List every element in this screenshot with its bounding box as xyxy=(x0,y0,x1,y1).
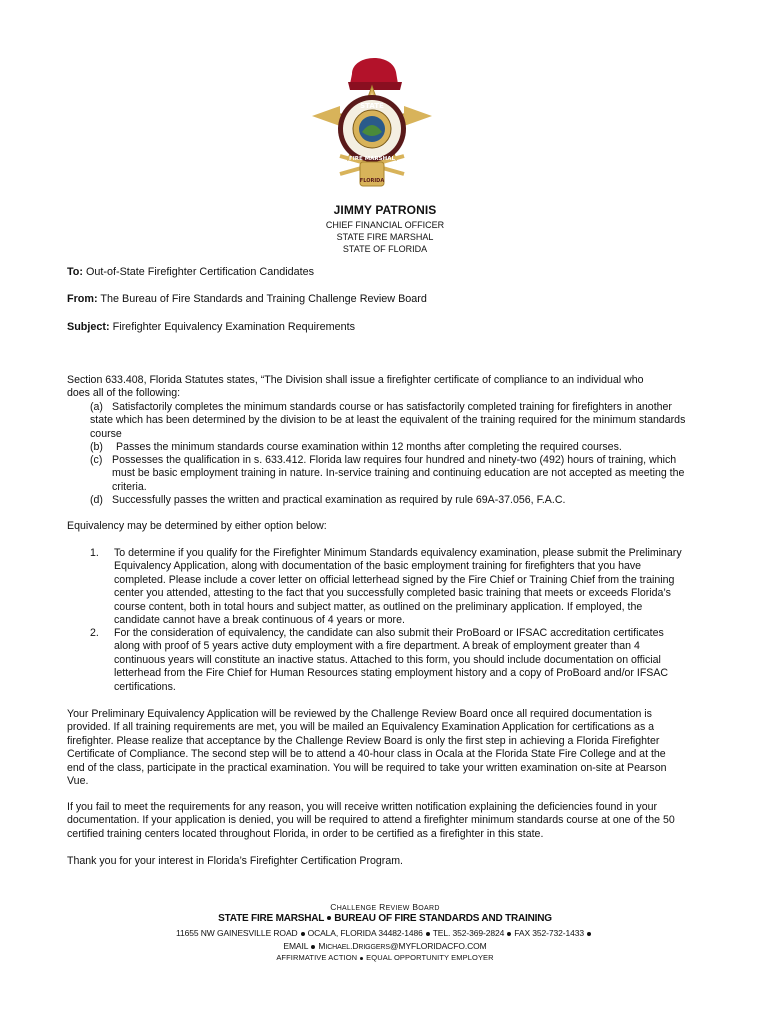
option-text-2: For the consideration of equivalency, the candidate can also submit their ProBoard or IFSAC accreditation certificates along with proof of 5 years active duty employment with a fire department. A break of employment greater than 4 continuous years will constitute an inactive status. Attached to this form, you should include documentation on official letterhead from the Fire Chief for Human Resources stating employment history and a copy of ProBoard and/or IFSAC certifications. xyxy=(114,627,669,693)
statute-text-a: Satisfactorily completes the minimum standards course or has satisfactorily completed training for firefighters in another state which has been determined by the division to be at least the equivalent of the training required for the minimum standards course xyxy=(90,401,686,440)
seal-text-state: STATE xyxy=(360,102,384,110)
memo-to: To: Out-of-State Firefighter Certification Candidates xyxy=(67,266,315,278)
footer-board-name: CHALLENGE REVIEW BOARD xyxy=(330,902,440,912)
footer-agency-line xyxy=(0,913,770,924)
memo-from-value: The Bureau of Fire Standards and Training Challenge Review Board xyxy=(100,293,427,305)
option-marker-2: 2. xyxy=(90,627,99,639)
officer-name: JIMMY PATRONIS xyxy=(333,203,437,217)
statute-marker-d: (d) xyxy=(90,494,103,506)
section-intro-paragraph: Section 633.408, Florida Statutes states, “The Division shall issue a firefighter certificate of compliance to an individual who does all of the following: xyxy=(67,374,644,400)
footer-email-address[interactable]: MICHAEL.DRIGGERS@MYFLORIDACFO.COM xyxy=(318,941,487,951)
footer-address-line: 11655 NW GAINESVILLE ROAD OCALA, FLORIDA 34482-1486 TEL. 352-369-2824 FAX 352-732-1433 xyxy=(0,928,770,938)
footer-affirmative-line: AFFIRMATIVE ACTION EQUAL OPPORTUNITY EMPLOYER xyxy=(276,953,494,962)
denial-paragraph: If you fail to meet the requirements for any reason, you will receive written notification explaining the deficiencies found in your documentation. If your application is denied, you will be required to attend a firefighter minimum standards course at one of the 50 certified training centers located throughout Florida, in order to be certified as a firefighter in this state. xyxy=(67,801,675,840)
statute-text-d: Successfully passes the written and practical examination as required by rule 69A-37.056, F.A.C. xyxy=(112,494,566,506)
seal-graphic xyxy=(300,44,445,204)
officer-title-3: STATE OF FLORIDA xyxy=(342,244,428,254)
memo-subject-value: Firefighter Equivalency Examination Requirements xyxy=(112,321,356,333)
option-text-1: To determine if you qualify for the Firefighter Minimum Standards equivalency examination, please submit the Preliminary Equivalency Application, along with documentation of the basic employment training for firefighters that you have completed. Please include a cover letter on official letterhead signed by the Fire Chief or Training Chief from the training center you attended, attesting to the fact that you successfully completed basic training that meets or exceeds Florida’s course content, both in total hours and subject matter, as outlined on the preliminary application. If employed, the candidate cannot have a break continuous of 4 years or more. xyxy=(114,547,682,627)
footer-agency-right: BUREAU OF FIRE STANDARDS AND TRAINING xyxy=(334,913,552,924)
review-paragraph: Your Preliminary Equivalency Application will be reviewed by the Challenge Review Board once all required documentation is provided. If all training requirements are met, you will be mailed an Equivalency Examination Application for certifications as a firefighter. Please realize that acceptance by the Challenge Review Board is only the first step in achieving a Florida Firefighter Certificate of Compliance. The second step will be to attend a 40-hour class in Ocala at the Florida State Fire College and at the end of the class, participate in the practical examination. You will be required to take your written examination on-site at Pearson Vue. xyxy=(67,708,667,788)
memo-to-value: Out-of-State Firefighter Certification Candidates xyxy=(86,266,315,278)
statute-marker-b: (b) xyxy=(90,441,103,453)
statute-marker-c: (c) xyxy=(90,454,103,466)
memo-from-label: From: xyxy=(67,293,98,305)
bullet-dot xyxy=(327,916,331,920)
memo-subject-label: Subject: xyxy=(67,321,110,333)
seal-text-florida: FLORIDA xyxy=(359,178,385,184)
equivalency-intro: Equivalency may be determined by either option below: xyxy=(67,520,327,532)
footer-email-line: EMAIL MICHAEL.DRIGGERS@MYFLORIDACFO.COM xyxy=(283,941,487,951)
option-marker-1: 1. xyxy=(90,547,99,559)
memo-to-label: To xyxy=(67,266,80,278)
thank-you-paragraph: Thank you for your interest in Florida’s Firefighter Certification Program. xyxy=(67,855,403,867)
memo-from xyxy=(67,293,687,306)
statute-text-c: Possesses the qualification in s. 633.412. Florida law requires four hundred and ninety-two (492) hours of training, which must be basic employment training in nature. In-service training and continuing education are not accepted as meeting the criteria. xyxy=(112,454,685,493)
statute-marker-a: (a) xyxy=(90,401,103,413)
footer-agency-left: STATE FIRE MARSHAL xyxy=(218,913,325,924)
memo-subject xyxy=(67,321,687,334)
officer-title-2: STATE FIRE MARSHAL xyxy=(336,232,434,242)
statute-text-b: Passes the minimum standards course examination within 12 months after completing the required courses. xyxy=(116,441,622,453)
seal-text-fire-marshal: FIRE MARSHAL xyxy=(348,156,396,162)
officer-title-1: CHIEF FINANCIAL OFFICER xyxy=(325,220,445,230)
state-fire-marshal-seal-logo xyxy=(300,44,445,204)
